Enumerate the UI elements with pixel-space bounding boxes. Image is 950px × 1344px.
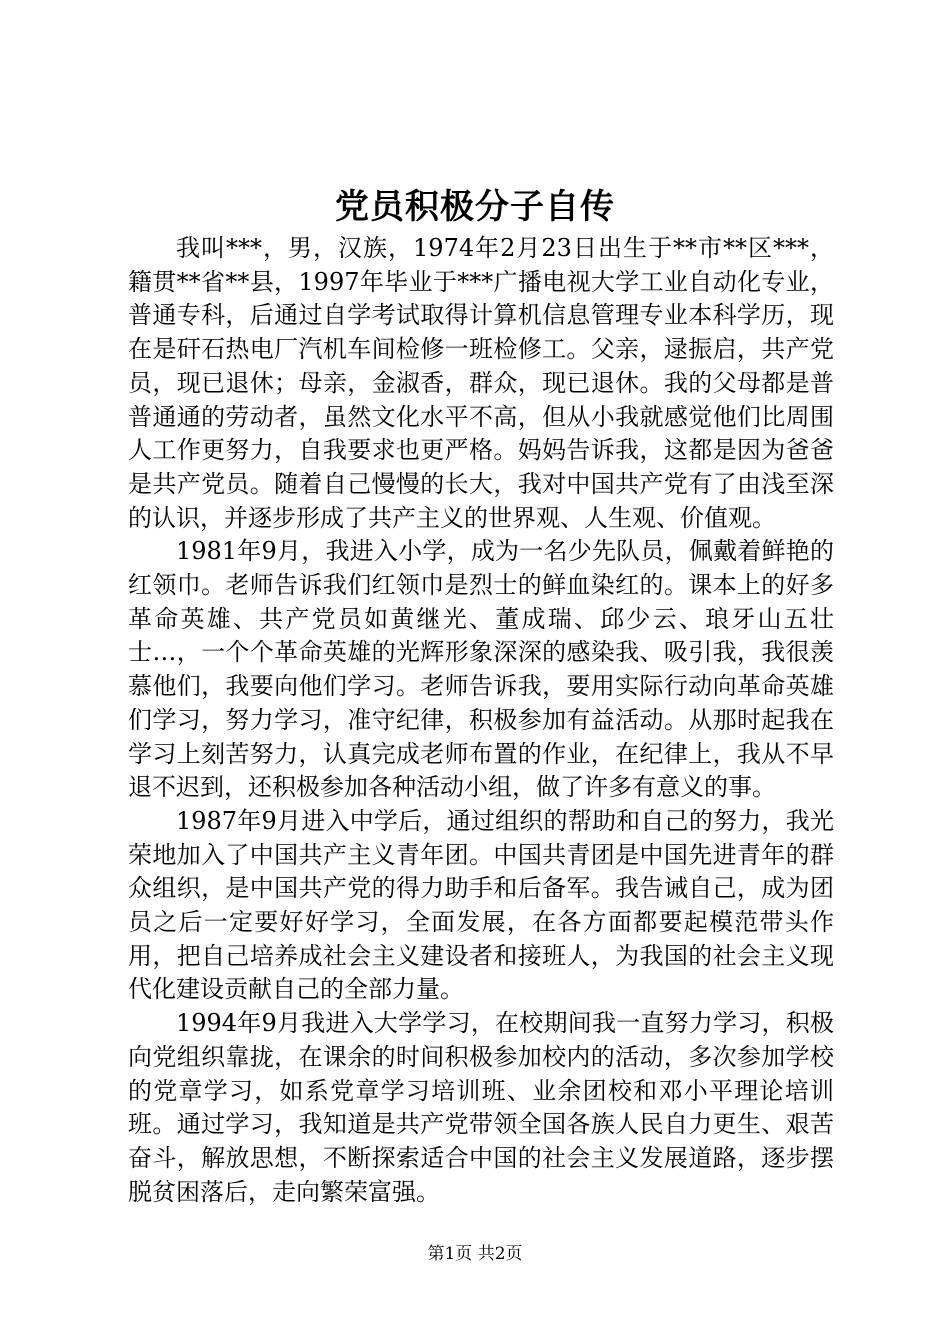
paragraph-2: 1981年9月，我进入小学，成为一名少先队员，佩戴着鲜艳的红领巾。老师告诉我们红领巾是烈士的鲜血染红的。课本上的好多革命英雄、共产党员如黄继光、董成瑞、邱少云、琅牙山五壮士…，一个个革命英雄的光辉形象深深的感染我、吸引我，我很羡慕他们，我要向他们学习。老师告诉我，要用实际行动向革命英雄们学习，努力学习，准守纪律，积极参加有益活动。从那时起我在学习上刻苦努力，认真完成老师布置的作业，在纪律上，我从不早退不迟到，还积极参加各种活动小组，做了许多有意义的事。: [128, 537, 834, 802]
paragraph-1: 我叫***，男，汉族，1974年2月23日出生于**市**区***，籍贯**省**县，1997年毕业于***广播电视大学工业自动化专业，普通专科，后通过自学考试取得计算机信息管理专业本科学历，现在是矸石热电厂汽机车间检修一班检修工。父亲，逯振启，共产党员，现已退休；母亲，金淑香，群众，现已退休。我的父母都是普普通通的劳动者，虽然文化水平不高，但从小我就感觉他们比周围人工作更努力，自我要求也更严格。妈妈告诉我，这都是因为爸爸是共产党员。随着自己慢慢的长大，我对中国共产党有了由浅至深的认识，并逐步形成了共产主义的世界观、人生观、价值观。: [128, 234, 834, 532]
paragraph-4: 1994年9月我进入大学学习，在校期间我一直努力学习，积极向党组织靠拢，在课余的时间积极参加校内的活动，多次参加学校的党章学习，如系党章学习培训班、业余团校和邓小平理论培训班。通过学习，我知道是共产党带领全国各族人民自力更生、艰苦奋斗，解放思想，不断探索适合中国的社会主义发展道路，逐步摆脱贫困落后，走向繁荣富强。: [128, 1009, 834, 1206]
document-title: 党员积极分子自传: [335, 187, 615, 227]
page-footer: 第1页 共2页: [427, 1244, 523, 1264]
document-body: [128, 232, 834, 1209]
paragraph-3: 1987年9月进入中学后，通过组织的帮助和自己的努力，我光荣地加入了中国共产主义青年团。中国共青团是中国先进青年的群众组织，是中国共产党的得力助手和后备军。我告诫自己，成为团员之后一定要好好学习，全面发展，在各方面都要起模范带头作用，把自己培养成社会主义建设者和接班人，为我国的社会主义现代化建设贡献自己的全部力量。: [128, 806, 834, 1004]
